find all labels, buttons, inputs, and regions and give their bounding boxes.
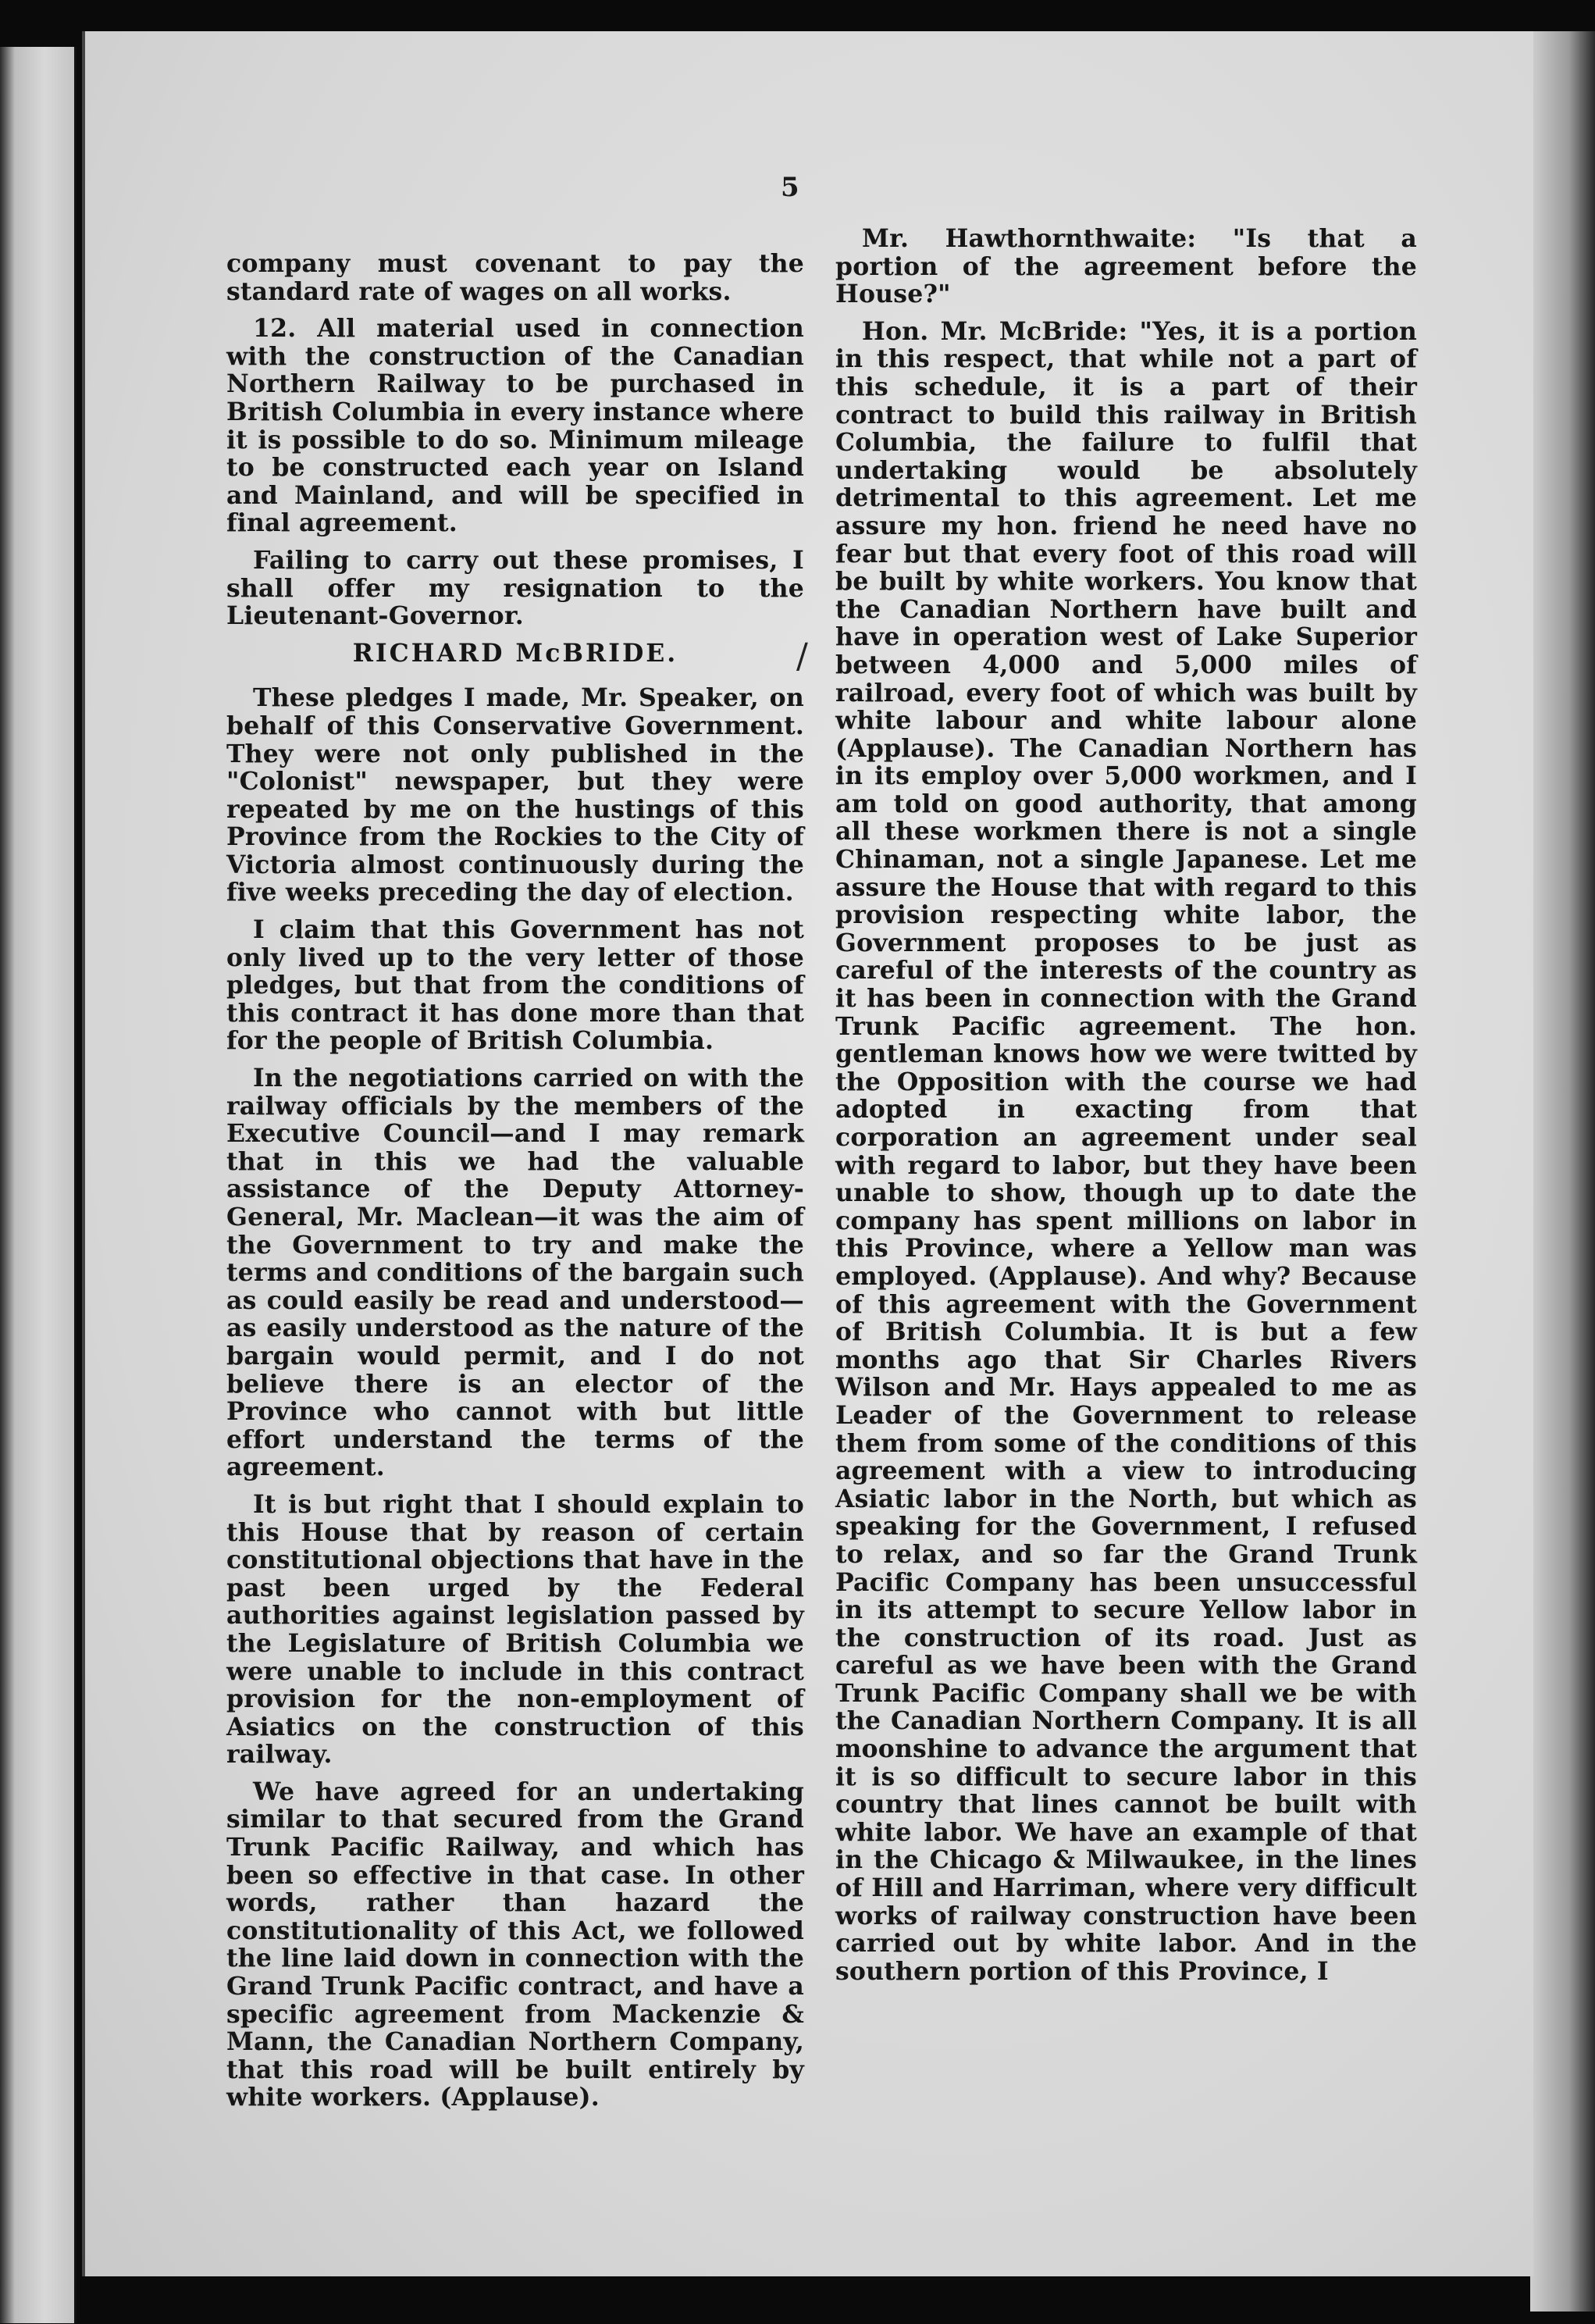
paragraph: Hon. Mr. McBride: "Yes, it is a portion in this respect, that while not a part of this schedule, it is a part of their contract to build this railway in British Columbia, the failure to fulfil that undertaking would be absolutely detrimental to this agreement. Let me assure my hon. friend he need have no fear but that every foot of this road will be built by white workers. You know that the Canadian Northern have built and have in operation west of Lake Superior between 4,000 and 5,000 miles of railroad, every foot of which was built by white labour and white labour alone (Applause). The Canadian Northern has in its employ over 5,000 workmen, and I am told on good authority, that among all these workmen there is not a single Chinaman, not a single Japanese. Let me assure the House that with regard to this provision respecting white labor, the Government proposes to be just as careful of the interests of the country as it has been in connection with the Grand Trunk Pacific agreement. The hon. gentleman knows how we were twitted by the Opposition with the course we had adopted in exacting from that corporation an agreement under seal with regard to labor, but they have been unable to show, though up to date the company has spent millions on labor in this Province, where a Yellow man was employed. (Applause). And why? Because of this agreement with the Government of British Columbia. It is but a few months ago that Sir Charles Rivers Wilson and Mr. Hays appealed to me as Leader of the Government to release them from some of the conditions of this agreement with a view to introducing Asiatic labor in the North, but which as speaking for the Government, I refused to relax, and so far the Grand Trunk Pacific Company has been unsuccessful in its attempt to secure Yellow labor in the construction of its road. Just as careful as we have been with the Grand Trunk Pacific Company shall we be with the Canadian Northern Company. It is all moonshine to advance the argument that it is so difficult to secure labor in this country that lines cannot be built with white labor. We have an example of that in the Chicago & Milwaukee, in the lines of Hill and Harriman, where very difficult works of railway construction have been carried out by white labor. And in the southern portion of this Province, I (835, 316, 1417, 1986)
right-column (835, 225, 1417, 1994)
paragraph: company must covenant to pay the standard rate of wages on all works. (226, 249, 804, 306)
paragraph: I claim that this Government has not only lived up to the very letter of those pledges, but that from the conditions of this contract it has done more than that for the people of British Columbia. (226, 915, 804, 1056)
paragraph: It is but right that I should explain to this House that by reason of certain constitutional objections that have in the past been urged by the Federal authorities against legislation passed by the Legislature of British Columbia we were unable to include in this contract provision for the non-employment of Asiatics on the construction of this railway. (226, 1489, 804, 1770)
paragraph: Mr. Hawthornthwaite: "Is that a portion of the agreement before the House?" (835, 224, 1417, 309)
scanner-edge-strip (1530, 31, 1595, 2312)
paragraph: We have agreed for an undertaking similar to that secured from the Grand Trunk Pacific Railway, and which has been so effective in that case. In other words, rather than hazard the constitutionality of this Act, we followed the line laid down in connection with the Grand Trunk Pacific contract, and have a specific agreement from Mackenzie & Mann, the Canadian Northern Company, that this road will be built entirely by white workers. (Applause). (226, 1777, 804, 2112)
paragraph: 12. All material used in connection with the construction of the Canadian Northern Railway to be purchased in British Columbia in every instance where it is possible to do so. Minimum mileage to be constructed each year on Island and Mainland, and will be specified in final agreement. (226, 314, 804, 538)
signature: RICHARD McBRIDE. (352, 638, 678, 668)
previous-page-edge (0, 47, 77, 2323)
margin-mark: / (796, 636, 808, 676)
paragraph: In the negotiations carried on with the railway officials by the members of the Executive Council—and I may remark that in this we had the valuable assistance of the Deputy Attorney-General, Mr. Maclean—it was the aim of the Government to try and make the terms and conditions of the bargain such as could easily be read and understood—as easily understood as the nature of the bargain would permit, and I do not believe there is an elector of the Province who cannot with but little effort understand the terms of the agreement. (226, 1064, 804, 1482)
paragraph: These pledges I made, Mr. Speaker, on behalf of this Conservative Government. They were not only published in the "Colonist" newspaper, but they were repeated by me on the hustings of this Province from the Rockies to the City of Victoria almost continuously during the five weeks preceding the day of election. (226, 683, 804, 907)
page-number: 5 (781, 172, 799, 203)
paragraph: Failing to carry out these promises, I shall offer my resignation to the Lieutenant-Governor. (226, 545, 804, 631)
left-column (226, 250, 804, 2121)
